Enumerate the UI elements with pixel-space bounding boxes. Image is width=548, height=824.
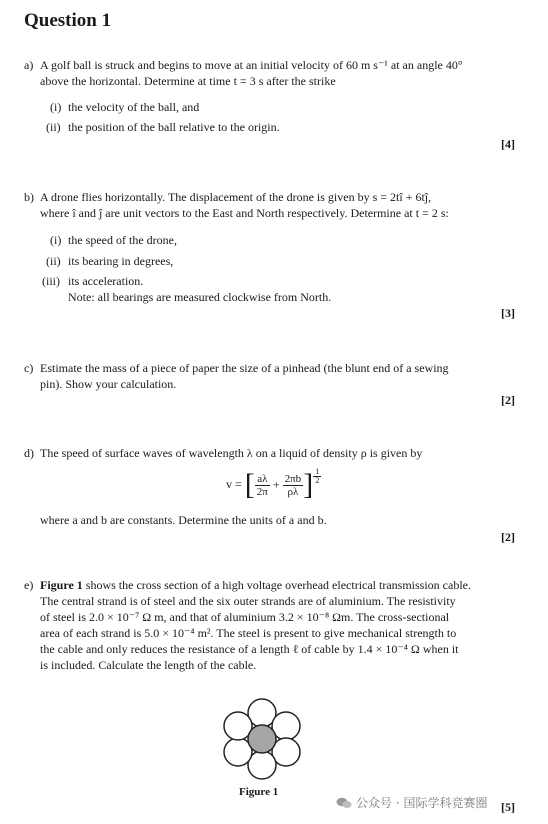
part-b-line1: A drone flies horizontally. The displacement of the drone is given by s = 2tî + 6tĵ,	[40, 190, 432, 204]
fraction-1-numerator: aλ	[255, 473, 270, 486]
figure-reference: Figure 1	[40, 578, 83, 592]
part-d-line2: where a and b are constants. Determine the units of a and b.	[40, 513, 327, 527]
part-a-ii-num: (ii)	[46, 120, 61, 134]
equation-exponent	[313, 468, 321, 485]
part-c-letter: c)	[24, 361, 34, 375]
part-b-iii-text: its acceleration.	[68, 274, 144, 288]
part-e-line1-wrap	[40, 577, 471, 593]
part-b-ii-num: (ii)	[46, 254, 61, 268]
part-d-line1: The speed of surface waves of wavelength λ on a liquid of density ρ is given by	[40, 446, 423, 460]
part-b-iii-num: (iii)	[42, 274, 60, 288]
fraction-2-numerator: 2πb	[284, 472, 302, 485]
part-e-line1: shows the cross section of a high voltage overhead electrical transmission cable.	[82, 578, 471, 592]
part-d-marks: [2]	[501, 530, 515, 544]
part-e-line2: The central strand is of steel and the six outer strands are of aluminium. The resistivity	[40, 594, 456, 608]
part-d-equation	[226, 468, 321, 502]
part-b-note: Note: all bearings are measured clockwise from North.	[68, 290, 332, 304]
part-a-line2: above the horizontal. Determine at time t = 3 s after the strike	[40, 74, 336, 88]
page-title: Question 1	[24, 10, 112, 31]
part-e-letter: e)	[24, 578, 34, 592]
exponent-numerator: 1	[315, 467, 320, 476]
fraction-2-denominator: ρλ	[287, 485, 299, 498]
part-b-letter: b)	[24, 190, 34, 204]
equation-fraction-1	[255, 473, 270, 498]
fraction-1-denominator: 2π	[256, 485, 268, 498]
part-b-i-text: the speed of the drone,	[68, 233, 177, 247]
part-b-i-num: (i)	[50, 233, 62, 247]
equation-plus: +	[272, 477, 280, 492]
part-a-marks: [4]	[501, 137, 515, 151]
exponent-denominator: 2	[315, 476, 320, 485]
wechat-icon	[336, 797, 352, 809]
part-c-line2: pin). Show your calculation.	[40, 377, 177, 391]
equation-fraction-2	[283, 473, 304, 498]
part-a-letter: a)	[24, 58, 34, 72]
part-a-ii-text: the position of the ball relative to the origin.	[68, 120, 280, 134]
equation-lhs: v =	[226, 476, 242, 491]
steel-strand-center	[248, 725, 276, 753]
cable-cross-section-figure	[212, 694, 312, 784]
part-a-i-num: (i)	[50, 100, 62, 114]
part-e-line6: is included. Calculate the length of the cable.	[40, 658, 257, 672]
equation-left-bracket: [	[244, 468, 255, 501]
watermark	[336, 794, 487, 811]
equation-right-bracket: ]	[303, 468, 314, 501]
part-b-marks: [3]	[501, 306, 515, 320]
part-c-line1: Estimate the mass of a piece of paper the size of a pinhead (the blunt end of a sewing	[40, 361, 449, 375]
part-e-marks: [5]	[501, 800, 515, 814]
part-a-i-text: the velocity of the ball, and	[68, 100, 200, 114]
part-b-line2: where î and ĵ are unit vectors to the East and North respectively. Determine at t = 2 s:	[40, 206, 449, 220]
figure-caption: Figure 1	[239, 786, 279, 798]
part-e-line4: area of each strand is 5.0 × 10⁻⁴ m². The steel is present to give mechanical strength to	[40, 626, 457, 640]
watermark-text: 公众号 · 国际学科竞赛圈	[356, 796, 488, 810]
part-d-letter: d)	[24, 446, 34, 460]
part-c-marks: [2]	[501, 393, 515, 407]
part-a-line1: A golf ball is struck and begins to move at an initial velocity of 60 m s⁻¹ at an angle 40°	[40, 58, 463, 72]
part-e-line3: of steel is 2.0 × 10⁻⁷ Ω m, and that of aluminium 3.2 × 10⁻⁸ Ωm. The cross-sectional	[40, 610, 450, 624]
part-e-line5: the cable and only reduces the resistance of a length ℓ of cable by 1.4 × 10⁻⁴ Ω when it	[40, 642, 459, 656]
part-b-ii-text: its bearing in degrees,	[68, 254, 174, 268]
